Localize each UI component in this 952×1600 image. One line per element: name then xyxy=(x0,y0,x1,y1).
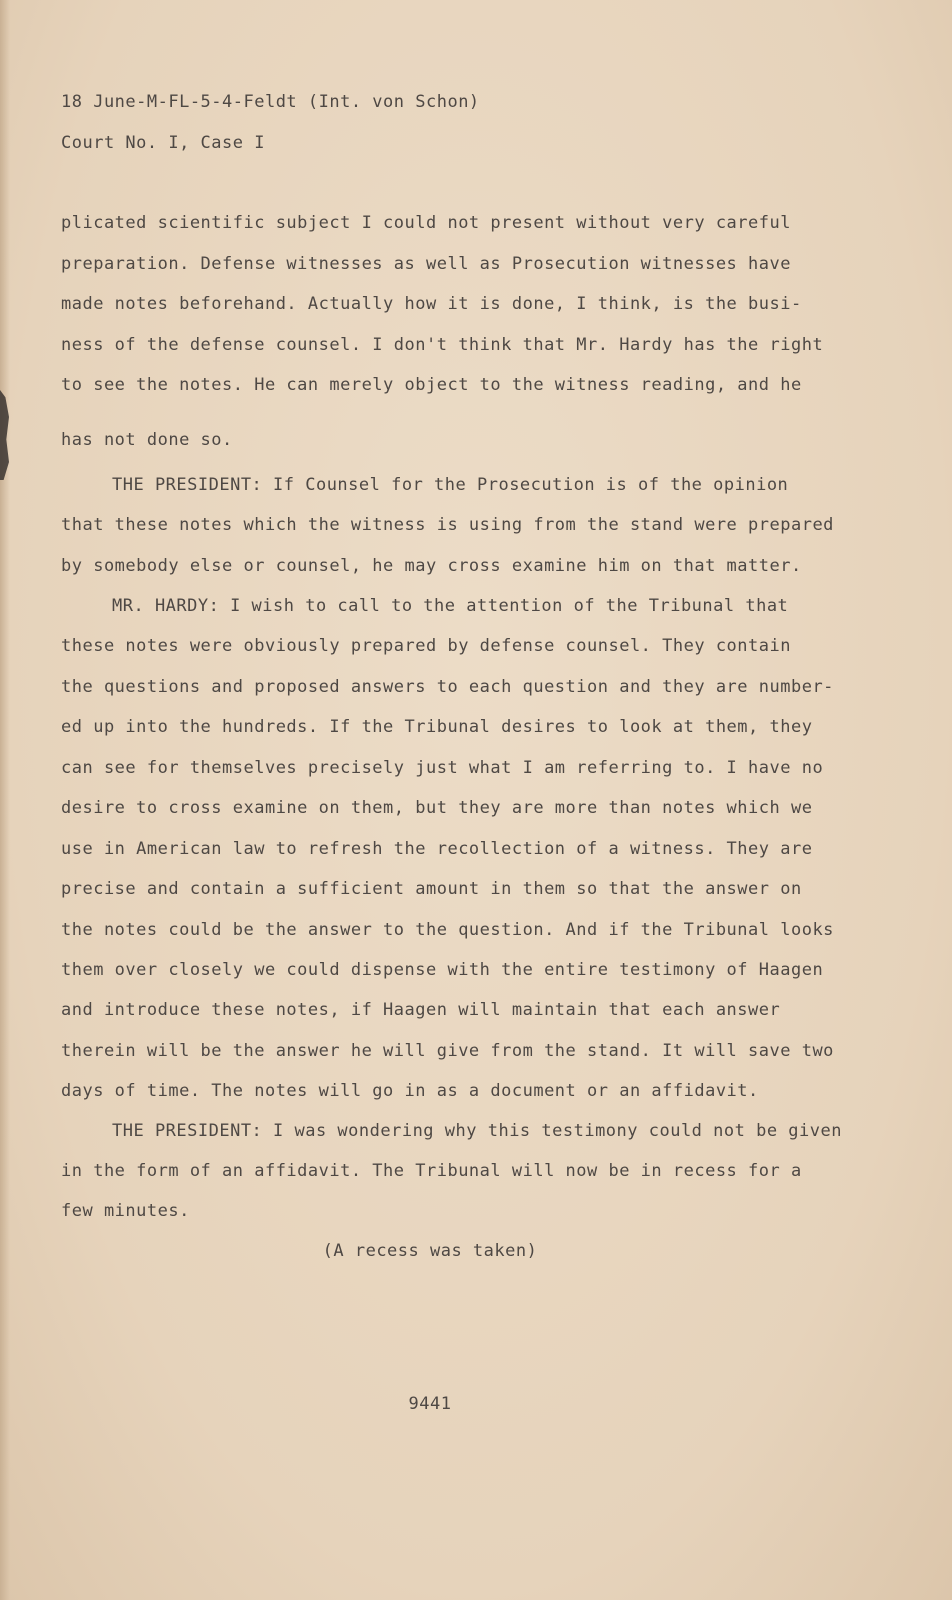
text-line: in the form of an affidavit. The Tribunal will now be in recess for a xyxy=(61,1161,802,1181)
text-line: desire to cross examine on them, but they are more than notes which we xyxy=(61,798,813,818)
recess-note: (A recess was taken) xyxy=(322,1241,538,1261)
text-line: the notes could be the answer to the question. And if the Tribunal looks xyxy=(61,920,834,940)
page-edge-shadow xyxy=(0,0,10,1600)
text-line: the questions and proposed answers to each question and they are number- xyxy=(61,677,834,697)
text-line: days of time. The notes will go in as a document or an affidavit. xyxy=(61,1081,759,1101)
text-line: these notes were obviously prepared by defense counsel. They contain xyxy=(61,636,791,656)
text-line: few minutes. xyxy=(61,1201,190,1221)
text-line: that these notes which the witness is using from the stand were prepared xyxy=(61,515,834,535)
text-line-president: THE PRESIDENT: If Counsel for the Prosecution is of the opinion xyxy=(112,475,789,495)
text-line: and introduce these notes, if Haagen will maintain that each answer xyxy=(61,1000,781,1020)
header-case-reference: 18 June-M-FL-5-4-Feldt (Int. von Schon) xyxy=(61,92,480,112)
text-line: by somebody else or counsel, he may cross examine him on that matter. xyxy=(61,556,802,576)
text-line: made notes beforehand. Actually how it is done, I think, is the busi- xyxy=(61,294,802,314)
text-line: therein will be the answer he will give from the stand. It will save two xyxy=(61,1041,834,1061)
text-line-president: THE PRESIDENT: I was wondering why this testimony could not be given xyxy=(112,1121,842,1141)
text-line: preparation. Defense witnesses as well as Prosecution witnesses have xyxy=(61,254,791,274)
text-line: ness of the defense counsel. I don't think that Mr. Hardy has the right xyxy=(61,335,824,355)
text-line: to see the notes. He can merely object to the witness reading, and he xyxy=(61,375,802,395)
text-line: ed up into the hundreds. If the Tribunal desires to look at them, they xyxy=(61,717,813,737)
text-line: precise and contain a sufficient amount in them so that the answer on xyxy=(61,879,802,899)
text-line: plicated scientific subject I could not present without very careful xyxy=(61,213,791,233)
text-line: has not done so. xyxy=(61,430,233,450)
text-line: them over closely we could dispense with the entire testimony of Haagen xyxy=(61,960,824,980)
text-line: can see for themselves precisely just what I am referring to. I have no xyxy=(61,758,824,778)
header-court-number: Court No. I, Case I xyxy=(61,133,265,153)
text-line: use in American law to refresh the recollection of a witness. They are xyxy=(61,839,813,859)
text-line-hardy: MR. HARDY: I wish to call to the attention of the Tribunal that xyxy=(112,596,789,616)
page-number: 9441 xyxy=(408,1394,452,1414)
